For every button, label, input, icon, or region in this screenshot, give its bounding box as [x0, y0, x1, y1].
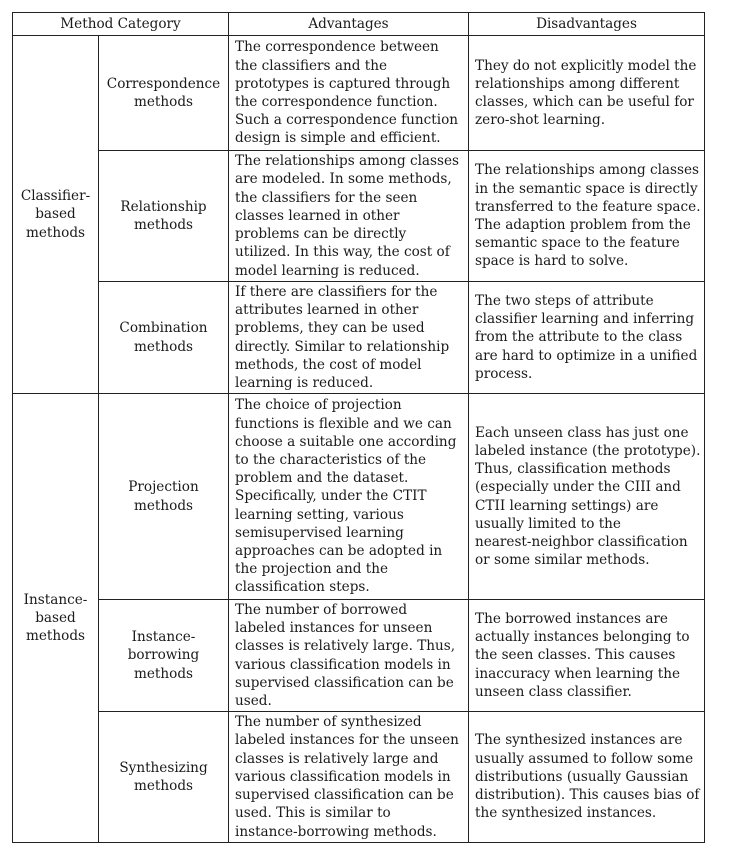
- category-classifier-based: Classifier- based methods: [13, 36, 99, 394]
- advantages-cell: The relationships among classes are modeled. In some methods, the classifiers for the seen classes learned in other problems can be directly utilized. In this way, the cost of model learning is reduced.: [229, 151, 469, 282]
- advantages-cell: If there are classifiers for the attributes learned in other problems, they can be used directly. Similar to relationship methods, the cost of model learning is reduced.: [229, 282, 469, 394]
- header-method-category: Method Category: [13, 13, 229, 36]
- disadvantages-cell: The borrowed instances are actually instances belonging to the seen classes. This causes inaccuracy when learning the unseen class classifier.: [469, 600, 705, 712]
- method-comparison-table: [12, 12, 705, 843]
- advantages-cell: The choice of projection functions is flexible and we can choose a suitable one according to the characteristics of the problem and the dataset. Specifically, under the CTIT learning setting, various semisupervised learning approaches can be adopted in the projection and the classification steps.: [229, 394, 469, 600]
- table-row: [13, 712, 705, 843]
- advantages-cell: The number of borrowed labeled instances for unseen classes is relatively large. Thus, various classification models in supervised classification can be used.: [229, 600, 469, 712]
- method-projection: Projection methods: [99, 394, 229, 600]
- table-row: [13, 36, 705, 151]
- disadvantages-cell: Each unseen class has just one labeled instance (the prototype). Thus, classification methods (especially under the CIII and CTII learning settings) are usually limited to the nearest-neighbor classification or some similar methods.: [469, 394, 705, 600]
- method-correspondence: Correspondence methods: [99, 36, 229, 151]
- category-instance-based: Instance- based methods: [13, 394, 99, 843]
- advantages-cell: The number of synthesized labeled instances for the unseen classes is relatively large and various classification models in supervised classification can be used. This is similar to instance-borrowing methods.: [229, 712, 469, 843]
- table-row: [13, 282, 705, 394]
- disadvantages-cell: The two steps of attribute classifier learning and inferring from the attribute to the class are hard to optimize in a unified process.: [469, 282, 705, 394]
- disadvantages-cell: The synthesized instances are usually assumed to follow some distributions (usually Gaussian distribution). This causes bias of the synthesized instances.: [469, 712, 705, 843]
- method-relationship: Relationship methods: [99, 151, 229, 282]
- header-disadvantages: Disadvantages: [469, 13, 705, 36]
- table-row: [13, 394, 705, 600]
- method-synthesizing: Synthesizing methods: [99, 712, 229, 843]
- table-row: [13, 600, 705, 712]
- disadvantages-cell: The relationships among classes in the semantic space is directly transferred to the feature space. The adaption problem from the semantic space to the feature space is hard to solve.: [469, 151, 705, 282]
- disadvantages-cell: They do not explicitly model the relationships among different classes, which can be useful for zero-shot learning.: [469, 36, 705, 151]
- method-combination: Combination methods: [99, 282, 229, 394]
- header-row: [13, 13, 705, 36]
- table-row: [13, 151, 705, 282]
- header-advantages: Advantages: [229, 13, 469, 36]
- method-instance-borrowing: Instance- borrowing methods: [99, 600, 229, 712]
- advantages-cell: The correspondence between the classifiers and the prototypes is captured through the correspondence function. Such a correspondence function design is simple and efficient.: [229, 36, 469, 151]
